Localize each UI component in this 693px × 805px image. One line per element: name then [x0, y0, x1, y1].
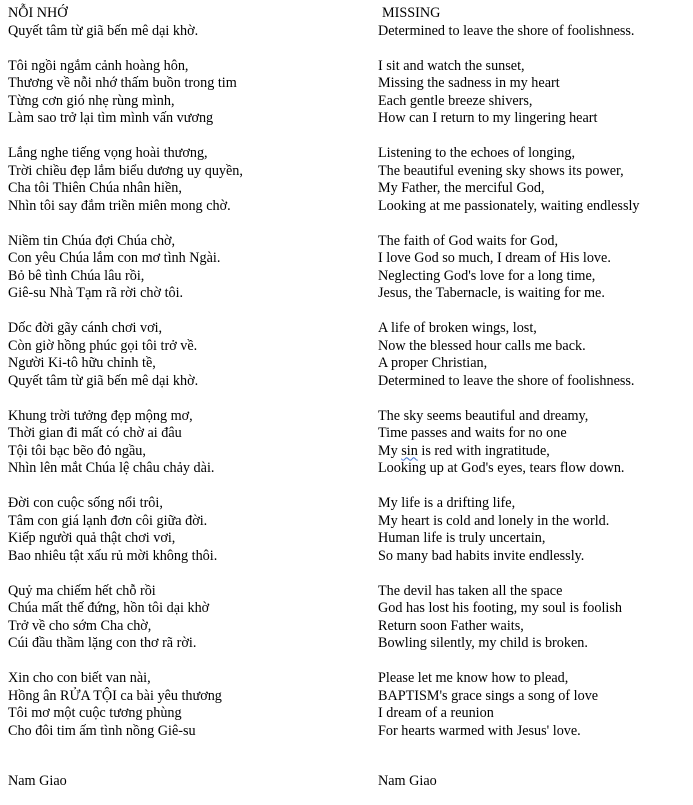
- poem-line: Quỷ ma chiếm hết chỗ rồi: [8, 582, 156, 599]
- poem-line: Thời gian đi mất có chờ ai đâu: [8, 425, 182, 441]
- poem-line: Cúi đầu thầm lặng con thơ rã rời.: [8, 635, 197, 651]
- poem-line: Looking at me passionately, waiting endlessly: [378, 197, 640, 214]
- poem-line: Tâm con giá lạnh đơn côi giữa đời.: [8, 512, 208, 529]
- poem-title: NỖI NHỚ: [8, 5, 68, 21]
- stanza-gap: [8, 653, 368, 671]
- stanza: [378, 583, 688, 653]
- stanza: [8, 145, 368, 215]
- poem-line: Missing the sadness in my heart: [378, 75, 560, 91]
- poem-line: My life is a drifting life,: [378, 495, 516, 511]
- poem-line: My sin is red with ingratitude,: [378, 442, 550, 459]
- poem-line: Now the blessed hour calls me back.: [378, 337, 586, 354]
- poem-line: Chúa mất thế đứng, hồn tôi dại khờ: [8, 600, 210, 616]
- stanza-gap: [378, 215, 688, 233]
- poem-line: The devil has taken all the space: [378, 582, 563, 599]
- stanza: [8, 58, 368, 128]
- stanza: [8, 233, 368, 303]
- poem-line: The sky seems beautiful and dreamy,: [378, 407, 589, 424]
- poem-line: Nhìn tôi say đắm triền miên mong chờ.: [8, 197, 231, 214]
- poem-line: Nhìn lên mắt Chúa lệ châu chảy dài.: [8, 460, 215, 476]
- poem-line: BAPTISM's grace sings a song of love: [378, 687, 599, 704]
- stanza: [378, 495, 688, 565]
- poem-line: Neglecting God's love for a long time,: [378, 267, 596, 284]
- stanza-gap: [8, 478, 368, 496]
- stanza-gap: [8, 303, 368, 321]
- stanza-gap: [8, 565, 368, 583]
- english-poem: [378, 5, 688, 740]
- poem-line: Thương về nỗi nhớ thấm buồn trong tim: [8, 75, 237, 91]
- poem-line: Each gentle breeze shivers,: [378, 92, 533, 109]
- stanza: [378, 58, 688, 128]
- poem-line: Lắng nghe tiếng vọng hoài thương,: [8, 145, 208, 161]
- stanza-gap: [8, 390, 368, 408]
- poem-line: Dốc đời gãy cánh chơi vơi,: [8, 320, 163, 336]
- poem-line: Niềm tin Chúa đợi Chúa chờ,: [8, 232, 176, 249]
- stanza: [378, 233, 688, 303]
- poem-signature: Nam Giao: [378, 773, 437, 789]
- poem-line: Quyết tâm từ giã bến mê dại khờ.: [8, 372, 199, 389]
- poem-line: Xin cho con biết van nài,: [8, 670, 151, 686]
- poem-line: My heart is cold and lonely in the world.: [378, 512, 610, 529]
- vietnamese-poem: [8, 5, 368, 740]
- poem-line: I dream of a reunion: [378, 705, 494, 721]
- poem-line: For hearts warmed with Jesus' love.: [378, 722, 581, 739]
- poem-line: How can I return to my lingering heart: [378, 110, 598, 126]
- poem-line: Còn giờ hồng phúc gọi tôi trở về.: [8, 337, 198, 354]
- stanza-gap: [378, 565, 688, 583]
- poem-line: Làm sao trở lại tìm mình vấn vương: [8, 110, 214, 126]
- poem-line: Cha tôi Thiên Chúa nhân hiền,: [8, 180, 182, 196]
- poem-line: Time passes and waits for no one: [378, 425, 567, 441]
- poem-line: Please let me know how to plead,: [378, 670, 569, 686]
- poem-line: Determined to leave the shore of foolishness.: [378, 22, 635, 39]
- poem-line: Tội tôi bạc bẽo đỏ ngầu,: [8, 442, 146, 459]
- poem-line: A life of broken wings, lost,: [378, 320, 537, 336]
- poem-line: Trời chiều đẹp lắm biểu dương uy quyền,: [8, 162, 243, 179]
- poem-line: Listening to the echoes of longing,: [378, 145, 576, 161]
- poem-line: Kiếp người quả thật chơi vơi,: [8, 530, 176, 546]
- stanza: [8, 320, 368, 390]
- stanza-gap: [378, 653, 688, 671]
- poem-line: Hồng ân RỬA TỘI ca bài yêu thương: [8, 687, 222, 704]
- poem-line: Human life is truly uncertain,: [378, 530, 546, 546]
- stanza: [378, 408, 688, 478]
- stanza: [8, 583, 368, 653]
- poem-line: I sit and watch the sunset,: [378, 57, 525, 74]
- poem-line: Cho đôi tim ấm tình nồng Giê-su: [8, 722, 196, 739]
- poem-line: Return soon Father waits,: [378, 617, 524, 634]
- poem-line: A proper Christian,: [378, 355, 488, 371]
- stanza-gap: [8, 215, 368, 233]
- poem-line: Looking up at God's eyes, tears flow down.: [378, 460, 625, 476]
- poem-line: The beautiful evening sky shows its power,: [378, 162, 624, 179]
- poem-line: Determined to leave the shore of foolishness.: [378, 372, 635, 389]
- stanza-gap: [378, 303, 688, 321]
- stanza: [378, 320, 688, 390]
- poem-line: Trở về cho sớm Cha chờ,: [8, 617, 152, 634]
- poem-line: Con yêu Chúa lắm con mơ tình Ngài.: [8, 250, 221, 266]
- stanza-list: [378, 23, 688, 741]
- poem-line: God has lost his footing, my soul is foolish: [378, 600, 622, 616]
- stanza-gap: [8, 40, 368, 58]
- poem-line: Khung trời tưởng đẹp mộng mơ,: [8, 407, 193, 424]
- poem-line: So many bad habits invite endlessly.: [378, 547, 585, 564]
- poem-signature: Nam Giao: [8, 773, 67, 789]
- stanza-gap: [8, 128, 368, 146]
- poem-line: Tôi mơ một cuộc tương phùng: [8, 705, 182, 721]
- stanza: [8, 23, 368, 41]
- poem-line: Tôi ngồi ngắm cảnh hoàng hôn,: [8, 57, 189, 74]
- poem-line: Bỏ bê tình Chúa lâu rồi,: [8, 267, 145, 284]
- poem-line: Người Ki-tô hữu chỉnh tề,: [8, 355, 156, 371]
- poem-line: Bao nhiêu tật xấu rủ mời không thôi.: [8, 547, 218, 564]
- poem-line: I love God so much, I dream of His love.: [378, 250, 611, 266]
- stanza-list: [8, 23, 368, 741]
- poem-line: Bowling silently, my child is broken.: [378, 635, 588, 651]
- stanza: [378, 145, 688, 215]
- poem-line: My Father, the merciful God,: [378, 180, 545, 196]
- stanza: [8, 670, 368, 740]
- stanza: [378, 670, 688, 740]
- spellcheck-underline: sin: [401, 442, 418, 459]
- stanza: [8, 495, 368, 565]
- stanza-gap: [378, 390, 688, 408]
- poem-title: MISSING: [382, 5, 441, 21]
- stanza: [378, 23, 688, 41]
- stanza-gap: [378, 128, 688, 146]
- poem-line: Từng cơn gió nhẹ rùng mình,: [8, 92, 175, 109]
- poem-line: Jesus, the Tabernacle, is waiting for me.: [378, 285, 605, 301]
- stanza-gap: [378, 478, 688, 496]
- poem-line: Quyết tâm từ giã bến mê dại khờ.: [8, 22, 199, 39]
- poem-line: Đời con cuộc sống nổi trôi,: [8, 495, 163, 511]
- poem-line: Giê-su Nhà Tạm rã rời chờ tôi.: [8, 285, 184, 301]
- stanza-gap: [378, 40, 688, 58]
- poem-line: The faith of God waits for God,: [378, 232, 559, 249]
- stanza: [8, 408, 368, 478]
